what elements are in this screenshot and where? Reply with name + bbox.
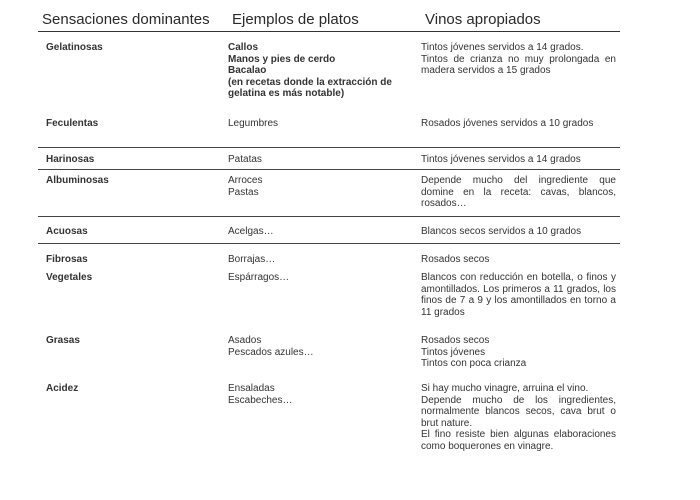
wines-cell xyxy=(421,272,620,335)
sensation-cell: Acidez xyxy=(46,383,79,394)
dish-item: Ensaladas xyxy=(228,383,275,394)
table-header xyxy=(38,6,620,32)
dishes-cell xyxy=(228,42,421,112)
wine-item: Tintos jóvenes servidos a 14 grados. xyxy=(421,42,584,53)
dish-item: Callos xyxy=(228,42,259,53)
wine-item: Tintos jóvenes xyxy=(421,346,486,358)
wines-cell xyxy=(421,154,620,169)
wine-item: Si hay mucho vinagre, arruina el vino. xyxy=(421,383,589,394)
wines-cell xyxy=(421,42,620,112)
table-row xyxy=(38,170,620,217)
sensation-cell: Feculentas xyxy=(46,118,99,129)
wine-item: Depende mucho de los ingredientes, normalmente blancos secos, cava brut o brut nature. xyxy=(421,394,616,429)
dish-item: Escabeches… xyxy=(228,394,293,406)
dish-item: Pescados azules… xyxy=(228,346,314,358)
header-sensations: Sensaciones dominantes xyxy=(42,11,210,28)
wine-item: El fino resiste bien algunas elaboraciones como boquerones en vinagre. xyxy=(421,429,616,452)
table-row xyxy=(38,383,620,483)
dish-item: Acelgas… xyxy=(228,226,274,237)
header-wines: Vinos apropiados xyxy=(425,11,541,28)
sensation-cell: Grasas xyxy=(46,335,80,346)
wines-cell xyxy=(421,175,620,216)
dish-item: Arroces xyxy=(228,175,263,186)
sensation-cell: Harinosas xyxy=(46,154,95,165)
wine-item: Rosados secos xyxy=(421,254,490,265)
wine-item: Tintos de crianza no muy prolongada en madera servidos a 15 grados xyxy=(421,53,616,76)
wines-cell xyxy=(421,254,620,272)
wine-item: Tintos con poca crianza xyxy=(421,358,527,369)
wine-pairing-table xyxy=(38,6,620,483)
wine-item: Blancos secos servidos a 10 grados xyxy=(421,226,582,237)
dishes-cell xyxy=(228,254,421,272)
table-row xyxy=(38,148,620,170)
wine-item: Rosados secos xyxy=(421,335,490,346)
table-row xyxy=(38,217,620,244)
dishes-cell xyxy=(228,154,421,169)
dishes-cell xyxy=(228,272,421,335)
table-row xyxy=(38,244,620,272)
table-row xyxy=(38,272,620,335)
dish-item: Legumbres xyxy=(228,118,279,129)
wine-item: Tintos jóvenes servidos a 14 grados xyxy=(421,154,581,165)
dishes-cell xyxy=(228,383,421,483)
dishes-cell xyxy=(228,226,421,243)
dish-item: Bacalao xyxy=(228,65,267,76)
sensation-cell: Gelatinosas xyxy=(46,42,103,53)
dish-item: Manos y pies de cerdo xyxy=(228,53,336,65)
dishes-cell xyxy=(228,335,421,383)
dish-item: Patatas xyxy=(228,154,262,165)
header-dishes: Ejemplos de platos xyxy=(232,11,359,28)
wine-item: Rosados jóvenes servidos a 10 grados xyxy=(421,118,594,129)
dish-item: Asados xyxy=(228,335,262,346)
table-row xyxy=(38,112,620,148)
dishes-cell xyxy=(228,118,421,147)
wines-cell xyxy=(421,383,620,483)
sensation-cell: Acuosas xyxy=(46,226,88,237)
dishes-cell xyxy=(228,175,421,216)
wine-item: Blancos con reducción en botella, o finos y amontillados. Los primeros a 11 grados, los finos de 7 a 9 y los amontillados en torno a 11 grados xyxy=(421,272,616,318)
table-row xyxy=(38,335,620,383)
dish-item: Pastas xyxy=(228,186,259,198)
sensation-cell: Vegetales xyxy=(46,272,93,283)
wines-cell xyxy=(421,335,620,383)
dish-item: Borrajas… xyxy=(228,254,276,265)
dish-item: Espárragos… xyxy=(228,272,290,283)
table-row xyxy=(38,32,620,112)
sensation-cell: Albuminosas xyxy=(46,175,109,186)
sensation-cell: Fibrosas xyxy=(46,254,88,265)
wines-cell xyxy=(421,118,620,147)
wine-item: Depende mucho del ingrediente que domine en la receta: cavas, blancos, rosados… xyxy=(421,175,616,209)
wines-cell xyxy=(421,226,620,243)
dish-item: (en recetas donde la extracción de gelatina es más notable) xyxy=(228,76,392,99)
